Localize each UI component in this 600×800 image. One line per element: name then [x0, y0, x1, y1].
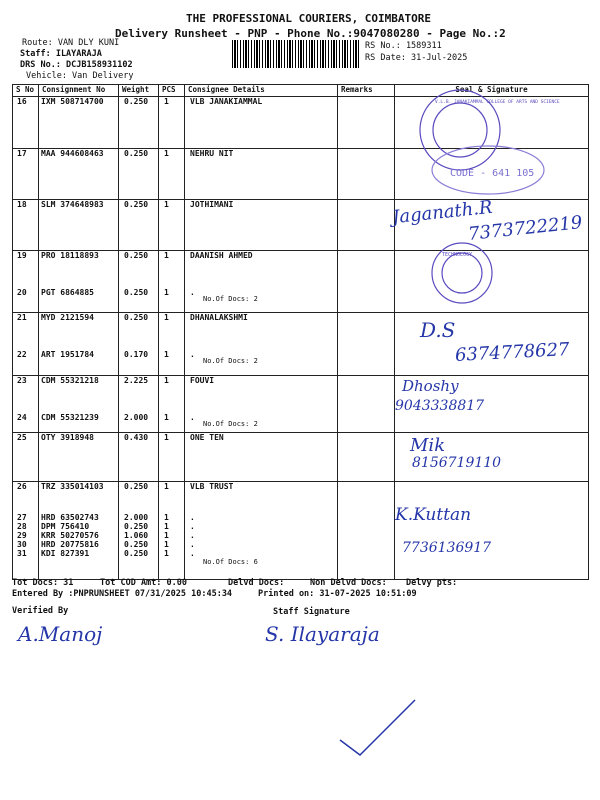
delvd-docs: Delvd Docs:	[228, 578, 285, 588]
consignment-number: ART 1951784	[41, 350, 94, 359]
weight-value: 0.430	[124, 433, 149, 442]
phone-vlb-trust: 7736136917	[402, 540, 492, 556]
consignment-number: DPM 756410	[41, 522, 90, 531]
weight-value: 0.250	[124, 482, 149, 491]
staff-signature-label: Staff Signature	[273, 607, 350, 617]
docs-count: No.Of Docs: 6	[203, 558, 258, 566]
serial-number: 26	[17, 482, 27, 491]
weight-value: 0.170	[124, 350, 149, 359]
runsheet-subtitle: Delivery Runsheet - PNP - Phone No.:9047080280 - Page No.:2	[115, 27, 506, 40]
consignment-number: PRO 18118893	[41, 251, 99, 260]
pcs-value: 1	[164, 251, 169, 260]
consignment-number: KDI 827391	[41, 549, 90, 558]
stamp-code: CODE - 641 105	[450, 168, 535, 179]
pcs-value: 1	[164, 482, 169, 491]
col-header-consignee: Consignee Details	[185, 85, 338, 97]
signature-vlb-trust: K.Kuttan	[395, 505, 472, 525]
staff-signature: S. Ilayaraja	[265, 622, 380, 646]
signature-one-ten: Mik	[410, 435, 446, 456]
phone-fouvi: 9043338817	[395, 398, 485, 414]
consignment-number: KRR 50270576	[41, 531, 99, 540]
consignment-number: CDM 55321218	[41, 376, 99, 385]
pcs-value: 1	[164, 97, 169, 106]
consignee-name: JOTHIMANI	[190, 200, 234, 209]
consignee-name: DHANALAKSHMI	[190, 313, 248, 322]
tot-cod: Tot COD Amt: 0.00	[100, 578, 187, 588]
consignment-number: MYD 2121594	[41, 313, 94, 322]
weight-value: 2.000	[124, 413, 149, 422]
drs-label: DRS No.: DCJB158931102	[20, 60, 133, 70]
pcs-value: 1	[164, 149, 169, 158]
pcs-value: 1	[164, 376, 169, 385]
serial-number: 24	[17, 413, 27, 422]
consignee-name: NEHRU NIT	[190, 149, 234, 158]
signature-dhanalakshmi: D.S	[420, 318, 456, 342]
stamp-tech: TECHNOLOGY	[442, 252, 473, 258]
col-header-remarks: Remarks	[338, 85, 395, 97]
continuation-dot: .	[190, 413, 195, 422]
serial-number: 21	[17, 313, 27, 322]
consignment-number: HRD 20775816	[41, 540, 99, 549]
weight-value: 0.250	[124, 251, 149, 260]
pcs-value: 1	[164, 522, 169, 531]
rs-date: RS Date: 31-Jul-2025	[365, 53, 468, 63]
weight-value: 2.225	[124, 376, 149, 385]
serial-number: 31	[17, 549, 27, 558]
pcs-value: 1	[164, 200, 169, 209]
consignment-number: MAA 944608463	[41, 149, 104, 158]
col-header-consignment: Consignment No	[39, 85, 119, 97]
serial-number: 16	[17, 97, 27, 106]
stamp-college: V.L.B. JANAKIAMMAL COLLEGE OF ARTS AND SCIENCE	[435, 100, 560, 105]
pcs-value: 1	[164, 540, 169, 549]
continuation-dot: .	[190, 540, 195, 549]
phone-one-ten: 8156719110	[412, 455, 502, 471]
phone-dhanalakshmi: 6374778627	[454, 339, 571, 366]
weight-value: 0.250	[124, 549, 149, 558]
serial-number: 28	[17, 522, 27, 531]
vehicle-label: Vehicle: Van Delivery	[26, 71, 134, 81]
pcs-value: 1	[164, 350, 169, 359]
docs-count: No.Of Docs: 2	[203, 357, 258, 365]
docs-count: No.Of Docs: 2	[203, 295, 258, 303]
pcs-value: 1	[164, 513, 169, 522]
verified-by-label: Verified By	[12, 606, 69, 616]
delvy-pts: Delvy pts:	[406, 578, 458, 588]
serial-number: 18	[17, 200, 27, 209]
continuation-dot: .	[190, 522, 195, 531]
weight-value: 0.250	[124, 200, 149, 209]
serial-number: 17	[17, 149, 27, 158]
pcs-value: 1	[164, 288, 169, 297]
college-seal-stamp	[420, 90, 544, 303]
entered-by: Entered By :PNPRUNSHEET 07/31/2025 10:45:34	[12, 589, 233, 599]
pcs-value: 1	[164, 549, 169, 558]
signature-jothimani: Jaganath.R	[391, 196, 494, 229]
col-header-weight: Weight	[119, 85, 159, 97]
consignee-name: DAANISH AHMED	[190, 251, 253, 260]
check-mark-icon	[330, 695, 430, 765]
pcs-value: 1	[164, 413, 169, 422]
rs-no: RS No.: 1589311	[365, 41, 442, 51]
consignment-number: SLM 374648983	[41, 200, 104, 209]
serial-number: 23	[17, 376, 27, 385]
weight-value: 0.250	[124, 149, 149, 158]
route-label: Route: VAN DLY KUNI	[22, 38, 120, 48]
serial-number: 27	[17, 513, 27, 522]
consignee-name: FOUVI	[190, 376, 215, 385]
consignment-number: OTY 3918948	[41, 433, 94, 442]
serial-number: 20	[17, 288, 27, 297]
continuation-dot: .	[190, 350, 195, 359]
signature-fouvi: Dhoshy	[402, 377, 459, 395]
docs-count: No.Of Docs: 2	[203, 420, 258, 428]
consignment-number: IXM 508714700	[41, 97, 104, 106]
weight-value: 2.000	[124, 513, 149, 522]
consignee-name: VLB JANAKIAMMAL	[190, 97, 263, 106]
weight-value: 0.250	[124, 522, 149, 531]
weight-value: 0.250	[124, 288, 149, 297]
tot-docs: Tot Docs: 31	[12, 578, 74, 588]
col-header-sno: S No	[13, 85, 39, 97]
printed-on: Printed on: 31-07-2025 10:51:09	[258, 589, 417, 599]
continuation-dot: .	[190, 513, 195, 522]
phone-jothimani: 7373722219	[467, 212, 584, 245]
staff-label: Staff: ILAYARAJA	[20, 49, 102, 59]
weight-value: 0.250	[124, 540, 149, 549]
continuation-dot: .	[190, 288, 195, 297]
weight-value: 1.060	[124, 531, 149, 540]
serial-number: 29	[17, 531, 27, 540]
weight-value: 0.250	[124, 313, 149, 322]
pcs-value: 1	[164, 531, 169, 540]
consignee-name: VLB TRUST	[190, 482, 234, 491]
consignment-number: PGT 6864885	[41, 288, 94, 297]
company-title: THE PROFESSIONAL COURIERS, COIMBATORE	[186, 12, 432, 25]
continuation-dot: .	[190, 549, 195, 558]
pcs-value: 1	[164, 313, 169, 322]
pcs-value: 1	[164, 433, 169, 442]
consignment-number: HRD 63502743	[41, 513, 99, 522]
serial-number: 19	[17, 251, 27, 260]
weight-value: 0.250	[124, 97, 149, 106]
verified-signature: A.Manoj	[18, 622, 103, 646]
non-delvd-docs: Non Delvd Docs:	[310, 578, 387, 588]
consignment-number: TRZ 335014103	[41, 482, 104, 491]
continuation-dot: .	[190, 531, 195, 540]
consignee-name: ONE TEN	[190, 433, 224, 442]
serial-number: 25	[17, 433, 27, 442]
serial-number: 22	[17, 350, 27, 359]
col-header-seal: Seal & Signature	[395, 85, 589, 97]
serial-number: 30	[17, 540, 27, 549]
col-header-pcs: PCS	[159, 85, 185, 97]
consignment-number: CDM 55321239	[41, 413, 99, 422]
